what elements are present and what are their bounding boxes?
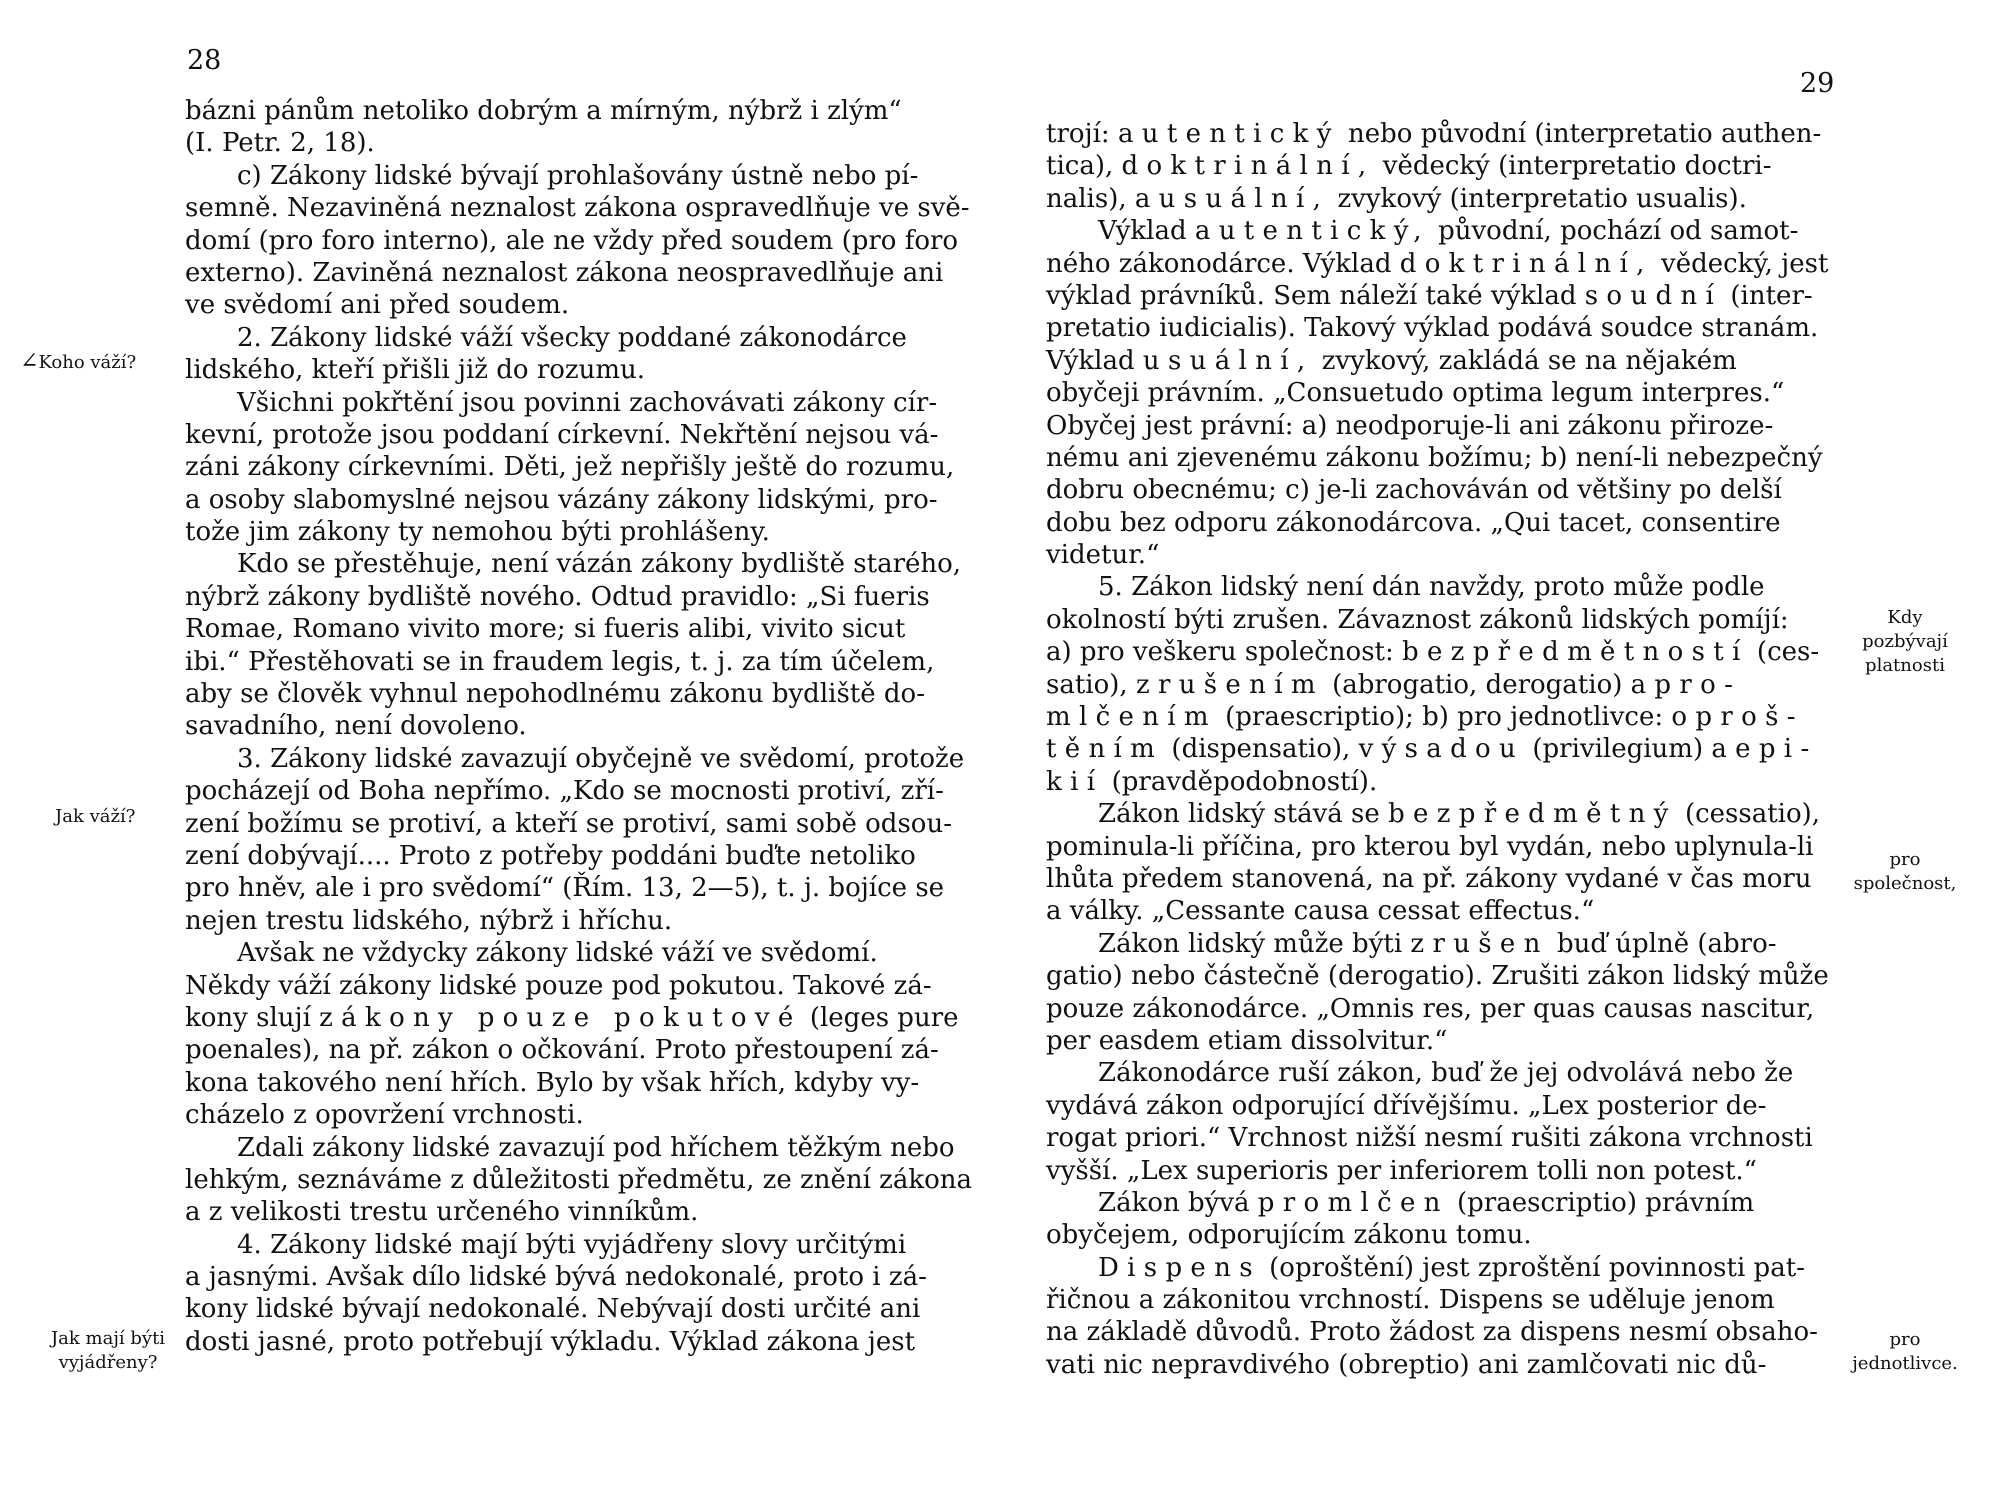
text-line: tica), doktrinální, vědecký (interpretatio doctri- xyxy=(1046,151,1772,182)
text-line: 2. Zákony lidské váží všecky poddané zákonodárce xyxy=(237,322,907,353)
text-line: dosti jasné, proto potřebují výkladu. Výklad zákona jest xyxy=(185,1326,916,1357)
text-line: rogat priori.“ Vrchnost nižší nesmí rušiti zákona vrchnosti xyxy=(1046,1123,1813,1154)
text-line: vyšší. „Lex superioris per inferiorem tolli non potest.“ xyxy=(1046,1155,1757,1186)
text-line: nejen trestu lidského, nýbrž i hříchu. xyxy=(185,905,673,936)
text-line: aby se člověk vyhnul nepohodlnému zákonu bydliště do- xyxy=(185,679,925,710)
right-page-text xyxy=(1046,118,1829,1381)
text-line: dobu bez odporu zákonodárcova. „Qui tacet, consentire xyxy=(1046,507,1781,538)
text-line: a války. „Cessante causa cessat effectus.“ xyxy=(1046,896,1595,927)
margin-note-jak-vazi: Jak váží? xyxy=(55,806,136,827)
text-line: zení dobývají.... Proto z potřeby poddáni buďte netoliko xyxy=(185,840,916,871)
text-line: 3. Zákony lidské zavazují obyčejně ve svědomí, protože xyxy=(237,743,965,774)
text-line: dobru obecnému; c) je-li zachováván od většiny po delší xyxy=(1046,475,1782,506)
text-line: externo). Zaviněná neznalost zákona neospravedlňuje ani xyxy=(185,257,944,288)
text-line: a) pro veškeru společnost: bezpředmětností (ces- xyxy=(1046,637,1820,668)
text-line: nalis), a usuální, zvykový (interpretatio usualis). xyxy=(1046,183,1747,214)
text-line: bázni pánům netoliko dobrým a mírným, nýbrž i zlým“ xyxy=(185,96,902,126)
text-line: vydává zákon odporující dřívějšímu. „Lex posterior de- xyxy=(1046,1090,1767,1121)
text-line: domí (pro foro interno), ale ne vždy před soudem (pro foro xyxy=(185,225,959,256)
text-line: na základě důvodů. Proto žádost za dispens nesmí obsaho- xyxy=(1046,1317,1818,1348)
text-line: Kdo se přestěhuje, není vázán zákony bydliště starého, xyxy=(237,549,962,580)
margin-note-koho-vazi: ∠Koho váží? xyxy=(20,349,137,374)
text-line: Někdy váží zákony lidské pouze pod pokutou. Takové zá- xyxy=(185,970,932,1001)
text-line: ného zákonodárce. Výklad doktrinální, vědecký, jest xyxy=(1046,248,1829,279)
text-line: lidského, kteří přišli již do rozumu. xyxy=(185,355,646,386)
text-line: vati nic nepravdivého (obreptio) ani zamlčovati nic dů- xyxy=(1046,1349,1767,1380)
text-line: satio), zrušením (abrogatio, derogatio) a pro- xyxy=(1046,669,1742,700)
text-line: Romae, Romano vivito more; si fueris alibi, vivito sicut xyxy=(185,614,906,645)
text-line: kií (pravděpodobností). xyxy=(1046,766,1378,797)
text-line: gatio) nebo částečně (derogatio). Zrušiti zákon lidský může xyxy=(1046,961,1829,992)
text-line: a osoby slabomyslné nejsou vázány zákony lidskými, pro- xyxy=(185,484,938,515)
text-line: Zákon lidský může býti zrušen buď úplně (abro- xyxy=(1098,928,1777,959)
text-line: (I. Petr. 2, 18). xyxy=(185,128,375,159)
text-line: obyčeji právním. „Consuetudo optima legum interpres.“ xyxy=(1046,378,1785,409)
text-line: trojí: autentický nebo původní (interpretatio authen- xyxy=(1046,119,1822,149)
left-page-text xyxy=(185,95,985,1358)
margin-note-jak-maji-byti: Jak mají býti vyjádřeny? xyxy=(50,1328,166,1373)
text-line: kony slují zákony pouze pokutové (leges pure xyxy=(185,1002,959,1033)
text-line: Výklad autentický, původní, pochází od samot- xyxy=(1098,216,1799,247)
margin-note-pro-jednotlivce: pro jednotlivce. xyxy=(1852,1329,1958,1374)
text-line: Všichni pokřtění jsou povinni zachovávati zákony cír- xyxy=(237,387,938,418)
text-line: semně. Nezaviněná neznalost zákona ospravedlňuje ve svě- xyxy=(185,193,970,224)
text-line: a jasnými. Avšak dílo lidské bývá nedokonalé, proto i zá- xyxy=(185,1262,927,1293)
text-line: výklad právníků. Sem náleží také výklad soudní (inter- xyxy=(1046,280,1813,311)
text-line: mlčením (praescriptio); b) pro jednotlivce: oproš- xyxy=(1046,702,1804,733)
text-line: řičnou a zákonitou vrchností. Dispens se uděluje jenom xyxy=(1046,1285,1775,1316)
page-number-left: 28 xyxy=(187,45,222,76)
text-line: Zákon bývá promlčen (praescriptio) právním xyxy=(1098,1187,1755,1218)
text-line: savadního, není dovoleno. xyxy=(185,711,527,742)
margin-note-kdy-pozbyvaji: Kdy pozbývají platnosti xyxy=(1862,607,1948,676)
text-line: ibi.“ Přestěhovati se in fraudem legis, t. j. za tím účelem, xyxy=(185,646,935,677)
page-number-right: 29 xyxy=(1800,68,1835,99)
text-line: pro hněv, ale i pro svědomí“ (Řím. 13, 2—5), t. j. bojíce se xyxy=(185,873,945,904)
text-line: pouze zákonodárce. „Omnis res, per quas causas nascitur, xyxy=(1046,993,1815,1024)
handwritten-mark-icon: ∠ xyxy=(20,349,39,374)
text-line: poenales), na př. zákon o očkování. Proto přestoupení zá- xyxy=(185,1035,939,1066)
text-line: kona takového není hřích. Bylo by však hřích, kdyby vy- xyxy=(185,1067,920,1098)
text-line: Dispens (oproštění) jest zproštění povinnosti pat- xyxy=(1098,1252,1805,1283)
text-line: kony lidské bývají nedokonalé. Nebývají dosti určité ani xyxy=(185,1294,921,1325)
text-line: pominula-li příčina, pro kterou byl vydán, nebo uplynula-li xyxy=(1046,831,1814,862)
text-line: per easdem etiam dissolvitur.“ xyxy=(1046,1025,1448,1056)
text-line: Avšak ne vždycky zákony lidské váží ve svědomí. xyxy=(237,938,878,969)
right-page xyxy=(1000,0,1992,1500)
text-line: zení božímu se protiví, a kteří se protiví, sami sobě odsou- xyxy=(185,808,952,839)
text-line: nýbrž zákony bydliště nového. Odtud pravidlo: „Si fueris xyxy=(185,581,930,612)
text-line: Zdali zákony lidské zavazují pod hříchem těžkým nebo xyxy=(237,1132,955,1163)
margin-note-pro-spolecnost: pro společnost, xyxy=(1853,849,1957,894)
text-line: těním (dispensatio), výsadou (privilegium) a epi- xyxy=(1046,734,1818,765)
text-line: videtur.“ xyxy=(1046,540,1160,571)
text-line: pretatio iudicialis). Takový výklad podává soudce stranám. xyxy=(1046,313,1819,344)
text-line: ve svědomí ani před soudem. xyxy=(185,290,570,321)
text-line: 4. Zákony lidské mají býti vyjádřeny slovy určitými xyxy=(237,1229,907,1260)
text-line: Zákon lidský stává se bezpředmětný (cessatio), xyxy=(1098,799,1821,830)
text-line: a z velikosti trestu určeného vinníkům. xyxy=(185,1197,699,1228)
text-line: záni zákony církevními. Děti, jež nepřišly ještě do rozumu, xyxy=(185,452,955,483)
text-line: kevní, protože jsou poddaní církevní. Nekřtění nejsou vá- xyxy=(185,419,939,450)
text-line: nému ani zjevenému zákonu božímu; b) není-li nebezpečný xyxy=(1046,442,1823,473)
text-line: pocházejí od Boha nepřímo. „Kdo se mocnosti protiví, zří- xyxy=(185,776,944,807)
text-line: 5. Zákon lidský není dán navždy, proto může podle xyxy=(1098,572,1765,603)
text-line: c) Zákony lidské bývají prohlašovány ústně nebo pí- xyxy=(237,160,919,191)
text-line: lehkým, seznáváme z důležitosti předmětu, ze znění zákona xyxy=(185,1164,973,1195)
text-line: Obyčej jest právní: a) neodporuje-li ani zákonu přiroze- xyxy=(1046,410,1774,441)
text-line: obyčejem, odporujícím zákonu tomu. xyxy=(1046,1220,1532,1251)
text-line: Zákonodárce ruší zákon, buď že jej odvolává nebo že xyxy=(1098,1058,1794,1089)
text-line: Výklad usuální, zvykový, zakládá se na nějakém xyxy=(1046,345,1737,376)
text-line: cházelo z opovržení vrchnosti. xyxy=(185,1100,584,1131)
text-line: okolností býti zrušen. Závaznost zákonů lidských pomíjí: xyxy=(1046,604,1789,635)
text-line: lhůta předem stanovená, na př. zákony vydané v čas moru xyxy=(1046,863,1812,894)
text-line: tože jim zákony ty nemohou býti prohlášeny. xyxy=(185,517,770,548)
